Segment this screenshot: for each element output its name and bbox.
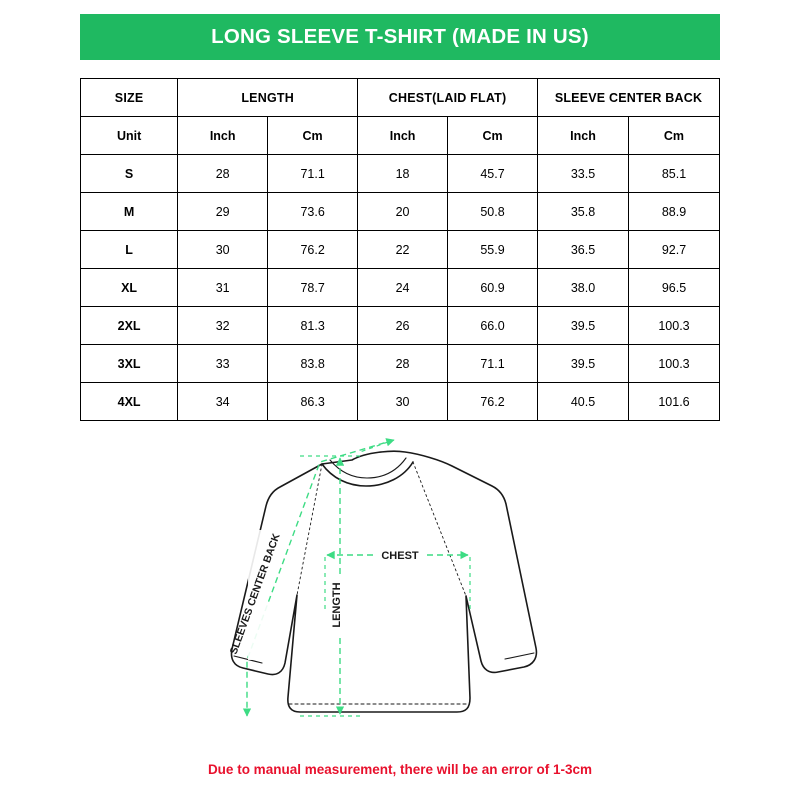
page-title: LONG SLEEVE T-SHIRT (MADE IN US) [211,25,589,48]
chest-label: CHEST [381,550,419,562]
cell-length-cm: 81.3 [268,307,358,345]
header-length-cm: Cm [268,117,358,155]
cell-chest-cm: 60.9 [448,269,538,307]
measurement-diagram [0,420,800,740]
shirt-outline [231,451,536,712]
size-table-wrapper [80,78,720,421]
header-chest: CHEST(LAID FLAT) [358,79,538,117]
cell-chest-inch: 26 [358,307,448,345]
cell-chest-cm: 71.1 [448,345,538,383]
cell-length-inch: 30 [178,231,268,269]
cell-sleeve-inch: 36.5 [538,231,629,269]
row-size-label: XL [81,269,178,307]
header-sleeve: SLEEVE CENTER BACK [538,79,720,117]
row-size-label: 2XL [81,307,178,345]
header-chest-inch: Inch [358,117,448,155]
cell-sleeve-inch: 35.8 [538,193,629,231]
cell-chest-inch: 22 [358,231,448,269]
cell-chest-inch: 30 [358,383,448,421]
header-sleeve-cm: Cm [628,117,719,155]
cell-length-inch: 29 [178,193,268,231]
table-row [81,307,720,345]
cell-length-inch: 31 [178,269,268,307]
size-table [80,78,720,421]
cell-sleeve-inch: 39.5 [538,345,629,383]
table-row [81,155,720,193]
header-size: SIZE [81,79,178,117]
cell-length-inch: 28 [178,155,268,193]
cell-chest-inch: 28 [358,345,448,383]
header-banner [80,14,720,60]
cell-sleeve-cm: 85.1 [628,155,719,193]
cell-length-cm: 78.7 [268,269,358,307]
row-size-label: 4XL [81,383,178,421]
cell-chest-cm: 55.9 [448,231,538,269]
sleeve-label: SLEEVES CENTER BACK [227,531,283,657]
cell-chest-cm: 76.2 [448,383,538,421]
cell-length-cm: 83.8 [268,345,358,383]
cell-chest-inch: 24 [358,269,448,307]
cell-sleeve-cm: 100.3 [628,345,719,383]
cell-sleeve-cm: 100.3 [628,307,719,345]
table-unit-header-row [81,117,720,155]
cell-sleeve-inch: 39.5 [538,307,629,345]
cell-length-inch: 34 [178,383,268,421]
cell-length-cm: 73.6 [268,193,358,231]
table-row [81,269,720,307]
cell-length-cm: 86.3 [268,383,358,421]
header-unit: Unit [81,117,178,155]
header-chest-cm: Cm [448,117,538,155]
cell-sleeve-cm: 88.9 [628,193,719,231]
table-row [81,345,720,383]
measurement-disclaimer: Due to manual measurement, there will be an error of 1-3cm [207,762,593,777]
cell-chest-cm: 50.8 [448,193,538,231]
cell-chest-cm: 45.7 [448,155,538,193]
length-label: LENGTH [331,582,343,628]
shirt-diagram-svg [0,420,800,740]
cell-length-cm: 76.2 [268,231,358,269]
cell-chest-inch: 18 [358,155,448,193]
cell-sleeve-cm: 101.6 [628,383,719,421]
header-length-inch: Inch [178,117,268,155]
header-sleeve-inch: Inch [538,117,629,155]
cell-sleeve-inch: 33.5 [538,155,629,193]
cell-length-cm: 71.1 [268,155,358,193]
row-size-label: S [81,155,178,193]
table-row [81,193,720,231]
row-size-label: L [81,231,178,269]
table-group-header-row [81,79,720,117]
cell-chest-cm: 66.0 [448,307,538,345]
cell-sleeve-inch: 40.5 [538,383,629,421]
header-length: LENGTH [178,79,358,117]
cell-length-inch: 32 [178,307,268,345]
table-row [81,231,720,269]
row-size-label: 3XL [81,345,178,383]
cell-sleeve-cm: 96.5 [628,269,719,307]
cell-sleeve-cm: 92.7 [628,231,719,269]
table-row [81,383,720,421]
cell-length-inch: 33 [178,345,268,383]
cell-sleeve-inch: 38.0 [538,269,629,307]
cell-chest-inch: 20 [358,193,448,231]
row-size-label: M [81,193,178,231]
